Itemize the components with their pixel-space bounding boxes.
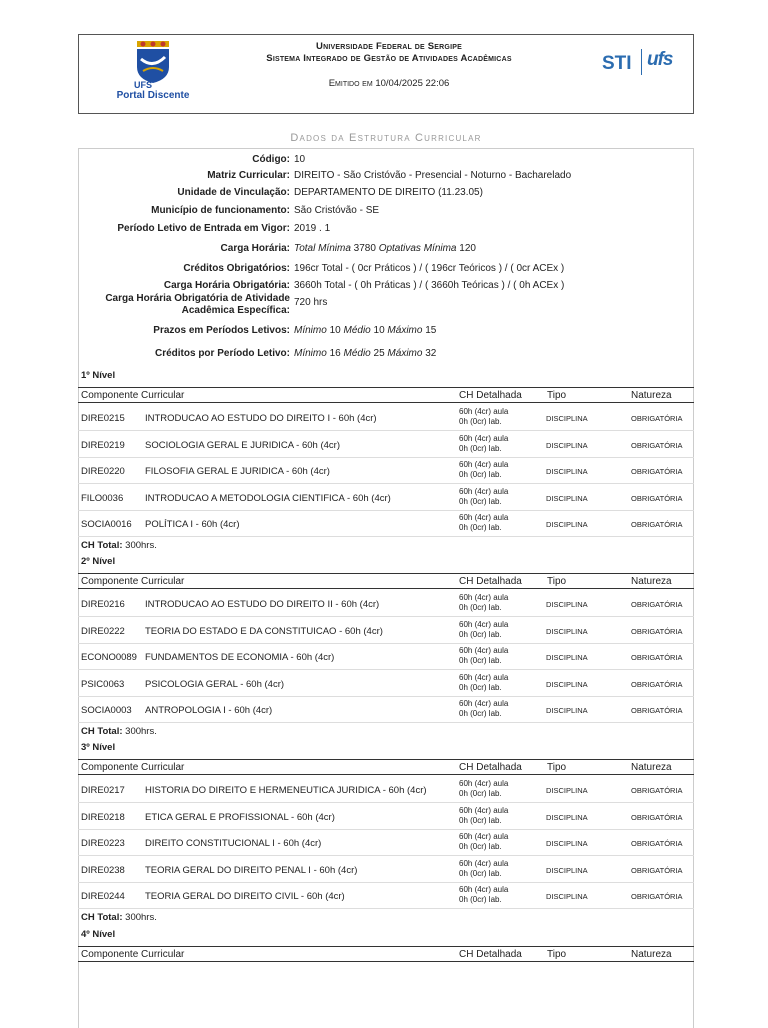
component-tipo: DISCIPLINA xyxy=(546,467,588,476)
table-row[interactable] xyxy=(78,777,694,803)
ch-total-label: CH Total: xyxy=(81,539,123,551)
info-value: 196cr Total - ( 0cr Práticos ) / ( 196cr Teóricos ) / ( 0cr ACEx ) xyxy=(294,263,565,274)
ch-detalhada xyxy=(459,487,508,507)
info-value-number: 120 xyxy=(456,243,476,254)
ch-detalhada xyxy=(459,673,508,693)
info-label: Carga Horária Obrigatória: xyxy=(163,280,290,291)
component-code: FILO0036 xyxy=(81,492,124,504)
component-tipo: DISCIPLINA xyxy=(546,653,588,662)
component-natureza: OBRIGATÓRIA xyxy=(631,440,683,450)
ch-lab: 0h (0cr) lab. xyxy=(459,496,502,506)
component-natureza: OBRIGATÓRIA xyxy=(631,812,683,822)
ch-aula: 60h (4cr) aula xyxy=(459,593,509,602)
table-header xyxy=(78,387,694,403)
component-name: INTRODUCAO AO ESTUDO DO DIREITO II - 60h (4cr) xyxy=(145,599,380,610)
table-row[interactable] xyxy=(78,432,694,458)
component-tipo: DISCIPLINA xyxy=(546,414,588,423)
document-header xyxy=(78,34,694,114)
header-componente: Componente Curricular xyxy=(81,390,185,401)
table-row[interactable] xyxy=(78,857,694,883)
system-name: Sistema Integrado de Gestão de Atividades Acadêmicas xyxy=(266,53,512,64)
ch-lab: 0h (0cr) lab. xyxy=(459,682,502,692)
component-code: DIRE0244 xyxy=(81,891,125,902)
table-row[interactable] xyxy=(78,644,694,670)
component-name: TEORIA GERAL DO DIREITO CIVIL - 60h (4cr) xyxy=(145,891,345,902)
ch-total-label: CH Total: xyxy=(81,725,123,737)
header-tipo: Tipo xyxy=(547,762,567,773)
info-value xyxy=(294,348,436,359)
portal-discente-label: Portal Discente xyxy=(116,90,190,101)
component-code: PSIC0063 xyxy=(81,678,125,690)
info-value: 720 hrs xyxy=(294,297,328,308)
info-label: Município de funcionamento: xyxy=(151,205,290,216)
component-code: DIRE0215 xyxy=(81,413,125,424)
ch-detalhada xyxy=(459,434,508,454)
ch-aula: 60h (4cr) aula xyxy=(459,779,509,788)
table-row[interactable] xyxy=(78,830,694,856)
info-value: São Cristóvão - SE xyxy=(294,205,380,216)
ch-lab: 0h (0cr) lab. xyxy=(459,523,502,532)
component-name: TEORIA GERAL DO DIREITO PENAL I - 60h (4cr) xyxy=(145,864,358,876)
level-title: 2º Nível xyxy=(81,556,116,567)
header-tipo: Tipo xyxy=(547,949,567,960)
ch-lab: 0h (0cr) lab. xyxy=(459,629,502,639)
header-componente: Componente Curricular xyxy=(81,949,185,960)
info-label: Créditos Obrigatórios: xyxy=(183,263,290,274)
info-label: Prazos em Períodos Letivos: xyxy=(153,325,290,336)
info-value xyxy=(294,243,476,254)
component-name: FILOSOFIA GERAL E JURIDICA - 60h (4cr) xyxy=(145,466,330,477)
info-label: Carga Horária: xyxy=(220,243,290,254)
component-name: TEORIA DO ESTADO E DA CONSTITUICAO - 60h (4cr) xyxy=(145,625,383,637)
ch-total xyxy=(81,540,157,551)
header-natureza: Natureza xyxy=(631,576,672,587)
ch-detalhada xyxy=(459,832,508,852)
component-tipo: DISCIPLINA xyxy=(546,493,588,503)
info-value: 3660h Total - ( 0h Práticas ) / ( 3660h Teóricas ) / ( 0h ACEx ) xyxy=(294,280,565,291)
table-row[interactable] xyxy=(78,697,694,723)
info-value-number: 16 xyxy=(326,348,344,359)
info-value-number: 3780 xyxy=(350,243,379,254)
component-tipo: DISCIPLINA xyxy=(546,786,588,795)
ch-aula: 60h (4cr) aula xyxy=(459,885,509,894)
component-tipo: DISCIPLINA xyxy=(546,679,588,689)
info-label: Unidade de Vinculação: xyxy=(177,187,290,198)
component-name: INTRODUCAO AO ESTUDO DO DIREITO I - 60h (4cr) xyxy=(145,413,377,424)
header-ch: CH Detalhada xyxy=(459,576,522,587)
ch-lab: 0h (0cr) lab. xyxy=(459,868,502,878)
level-title: 3º Nível xyxy=(81,742,116,753)
ch-lab: 0h (0cr) lab. xyxy=(459,709,502,718)
header-ch: CH Detalhada xyxy=(459,949,522,960)
info-label-line: Acadêmica Específica: xyxy=(181,305,290,316)
component-name: FUNDAMENTOS DE ECONOMIA - 60h (4cr) xyxy=(145,652,335,663)
component-code: DIRE0222 xyxy=(81,625,125,637)
ch-total-label: CH Total: xyxy=(81,911,123,923)
component-natureza: OBRIGATÓRIA xyxy=(631,706,683,715)
ch-total-value: 300hrs. xyxy=(122,725,157,737)
ch-aula: 60h (4cr) aula xyxy=(459,460,509,469)
ch-aula: 60h (4cr) aula xyxy=(459,805,509,815)
component-name: SOCIOLOGIA GERAL E JURIDICA - 60h (4cr) xyxy=(145,439,340,451)
header-tipo: Tipo xyxy=(547,390,567,401)
ch-aula: 60h (4cr) aula xyxy=(459,433,509,443)
table-header xyxy=(78,759,694,775)
component-name: INTRODUCAO A METODOLOGIA CIENTIFICA - 60h (4cr) xyxy=(145,492,391,504)
ch-aula: 60h (4cr) aula xyxy=(459,513,509,522)
component-code: ECONO0089 xyxy=(81,652,137,663)
component-tipo: DISCIPLINA xyxy=(546,865,588,875)
ch-aula: 60h (4cr) aula xyxy=(459,699,509,708)
header-ch: CH Detalhada xyxy=(459,762,522,773)
component-natureza: OBRIGATÓRIA xyxy=(631,493,683,503)
component-tipo: DISCIPLINA xyxy=(546,520,588,529)
info-value: 2019 . 1 xyxy=(294,223,331,234)
component-name: POLÍTICA I - 60h (4cr) xyxy=(145,519,240,530)
ch-lab: 0h (0cr) lab. xyxy=(459,789,502,798)
ch-aula: 60h (4cr) aula xyxy=(459,672,509,682)
ch-detalhada xyxy=(459,513,508,533)
ch-aula: 60h (4cr) aula xyxy=(459,646,509,655)
component-natureza: OBRIGATÓRIA xyxy=(631,892,683,901)
info-value-label: Mínimo xyxy=(294,325,327,336)
component-name: ANTROPOLOGIA I - 60h (4cr) xyxy=(145,705,273,716)
table-row[interactable] xyxy=(78,458,694,484)
component-name: ETICA GERAL E PROFISSIONAL - 60h (4cr) xyxy=(145,811,335,823)
ch-aula: 60h (4cr) aula xyxy=(459,858,509,868)
component-tipo: DISCIPLINA xyxy=(546,812,588,822)
section-title: Dados da Estrutura Curricular xyxy=(290,132,482,144)
info-label xyxy=(80,293,290,317)
header-natureza: Natureza xyxy=(631,390,672,401)
component-tipo: DISCIPLINA xyxy=(546,892,588,901)
info-label: Período Letivo de Entrada em Vigor: xyxy=(117,223,290,234)
ch-detalhada xyxy=(459,646,508,666)
info-value-label: Máximo xyxy=(387,348,423,359)
component-code: DIRE0223 xyxy=(81,838,125,849)
component-natureza: OBRIGATÓRIA xyxy=(631,653,683,662)
ch-lab: 0h (0cr) lab. xyxy=(459,656,502,665)
table-row[interactable] xyxy=(78,511,694,537)
component-code: SOCIA0016 xyxy=(81,519,132,530)
ufs-label: UFS xyxy=(134,80,152,90)
ch-detalhada xyxy=(459,407,508,427)
component-code: DIRE0220 xyxy=(81,466,125,477)
header-componente: Componente Curricular xyxy=(81,762,185,773)
table-row[interactable] xyxy=(78,804,694,830)
ch-detalhada xyxy=(459,779,508,799)
header-center xyxy=(229,41,549,89)
sti-ufs-logo-text: ufs xyxy=(647,49,673,70)
info-value: DEPARTAMENTO DE DIREITO (11.23.05) xyxy=(294,187,483,198)
component-code: DIRE0219 xyxy=(81,439,125,451)
ch-lab: 0h (0cr) lab. xyxy=(459,470,502,479)
component-code: SOCIA0003 xyxy=(81,705,132,716)
table-row[interactable] xyxy=(78,618,694,644)
ch-lab: 0h (0cr) lab. xyxy=(459,895,502,904)
info-value-label: Máximo xyxy=(387,325,423,336)
ch-total-value: 300hrs. xyxy=(122,539,157,551)
component-name: HISTORIA DO DIREITO E HERMENEUTICA JURIDICA - 60h (4cr) xyxy=(145,785,427,796)
info-label: Créditos por Período Letivo: xyxy=(154,348,290,359)
component-tipo: DISCIPLINA xyxy=(546,706,588,715)
table-row[interactable] xyxy=(78,671,694,697)
table-row[interactable] xyxy=(78,485,694,511)
level-title: 1º Nível xyxy=(81,370,116,381)
ch-lab: 0h (0cr) lab. xyxy=(459,417,502,426)
info-value: DIREITO - São Cristóvão - Presencial - Noturno - Bacharelado xyxy=(294,170,572,181)
info-value-number: 15 xyxy=(422,325,437,336)
ch-aula: 60h (4cr) aula xyxy=(459,486,509,496)
ch-aula: 60h (4cr) aula xyxy=(459,407,509,416)
ch-total xyxy=(81,912,157,923)
info-label-line: Carga Horária Obrigatória de Atividade xyxy=(105,293,290,304)
component-natureza: OBRIGATÓRIA xyxy=(631,786,683,795)
level-title: 4º Nível xyxy=(81,929,116,940)
table-header xyxy=(78,946,694,962)
ch-total xyxy=(81,726,157,737)
info-label: Matriz Curricular: xyxy=(207,170,290,181)
component-natureza: OBRIGATÓRIA xyxy=(631,600,683,609)
component-name: DIREITO CONSTITUCIONAL I - 60h (4cr) xyxy=(145,838,322,849)
info-value-label: Total Mínima xyxy=(294,243,351,254)
ch-detalhada xyxy=(459,460,508,480)
info-value-label: Optativas Mínima xyxy=(378,243,457,254)
ch-lab: 0h (0cr) lab. xyxy=(459,842,502,851)
sti-logo-divider xyxy=(641,49,642,75)
header-componente: Componente Curricular xyxy=(81,576,185,587)
info-value-number: 32 xyxy=(422,348,437,359)
component-natureza: OBRIGATÓRIA xyxy=(631,414,683,423)
info-value-number: 10 xyxy=(326,325,344,336)
info-value-label: Médio xyxy=(343,325,371,336)
info-label: Código: xyxy=(252,154,290,165)
info-value xyxy=(294,325,436,336)
university-name: Universidade Federal de Sergipe xyxy=(316,41,462,52)
component-code: DIRE0217 xyxy=(81,785,125,796)
component-tipo: DISCIPLINA xyxy=(546,626,588,636)
component-code: DIRE0216 xyxy=(81,599,125,610)
table-row[interactable] xyxy=(78,883,694,909)
header-tipo: Tipo xyxy=(547,576,567,587)
info-value-label: Médio xyxy=(343,348,371,359)
component-tipo: DISCIPLINA xyxy=(546,600,588,609)
component-natureza: OBRIGATÓRIA xyxy=(631,467,683,476)
component-code: DIRE0218 xyxy=(81,811,125,823)
ch-lab: 0h (0cr) lab. xyxy=(459,603,502,612)
ch-lab: 0h (0cr) lab. xyxy=(459,443,502,453)
header-natureza: Natureza xyxy=(631,949,672,960)
component-code: DIRE0238 xyxy=(81,864,125,876)
ch-lab: 0h (0cr) lab. xyxy=(459,815,502,825)
component-tipo: DISCIPLINA xyxy=(546,839,588,848)
ch-detalhada xyxy=(459,885,508,905)
ch-detalhada xyxy=(459,620,508,640)
header-ch: CH Detalhada xyxy=(459,390,522,401)
info-value: 10 xyxy=(294,154,306,165)
component-natureza: OBRIGATÓRIA xyxy=(631,626,683,636)
sti-logo-text: STI xyxy=(602,53,632,74)
info-value-number: 10 xyxy=(370,325,388,336)
info-value-label: Mínimo xyxy=(294,348,327,359)
component-natureza: OBRIGATÓRIA xyxy=(631,679,683,689)
component-tipo: DISCIPLINA xyxy=(546,440,588,450)
ch-aula: 60h (4cr) aula xyxy=(459,619,509,629)
ch-detalhada xyxy=(459,806,508,826)
ch-total-value: 300hrs. xyxy=(122,911,157,923)
ch-detalhada xyxy=(459,699,508,719)
component-natureza: OBRIGATÓRIA xyxy=(631,865,683,875)
table-row[interactable] xyxy=(78,591,694,617)
header-natureza: Natureza xyxy=(631,762,672,773)
table-row[interactable] xyxy=(78,405,694,431)
ch-detalhada xyxy=(459,859,508,879)
component-natureza: OBRIGATÓRIA xyxy=(631,839,683,848)
ch-aula: 60h (4cr) aula xyxy=(459,832,509,841)
emission-date: Emitido em 10/04/2025 22:06 xyxy=(328,78,450,89)
table-header xyxy=(78,573,694,589)
ch-detalhada xyxy=(459,593,508,613)
component-name: PSICOLOGIA GERAL - 60h (4cr) xyxy=(145,678,285,690)
component-natureza: OBRIGATÓRIA xyxy=(631,520,683,529)
info-value-number: 25 xyxy=(370,348,388,359)
